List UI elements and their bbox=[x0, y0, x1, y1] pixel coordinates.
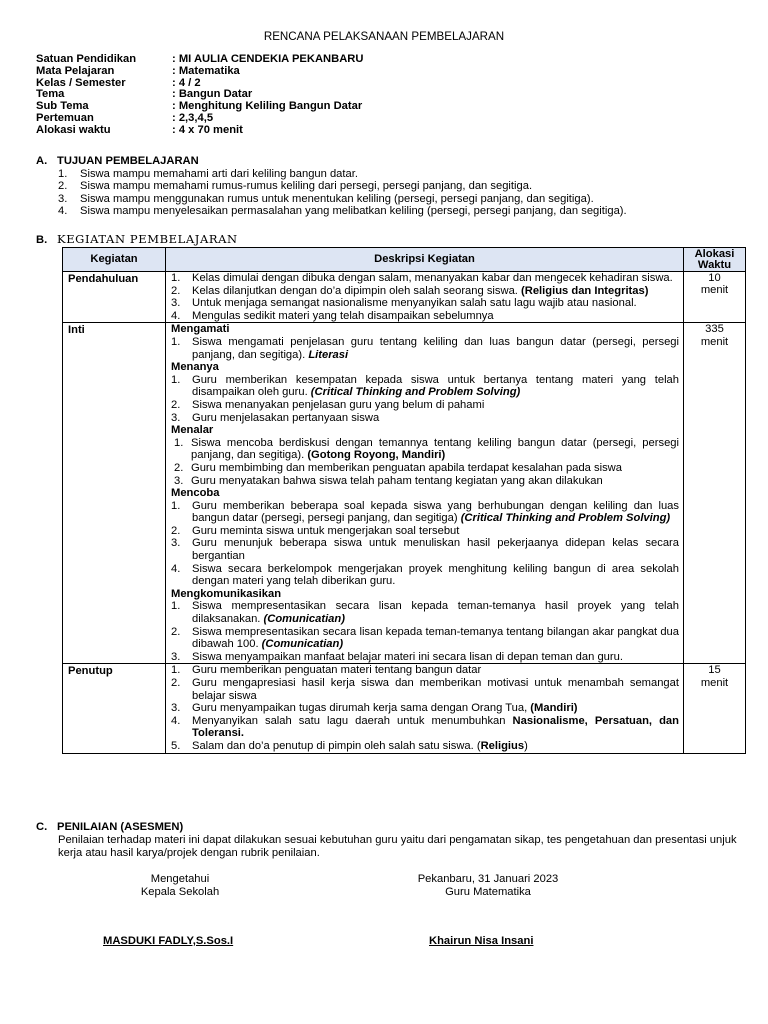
item-text: Siswa mampu memahami arti dari keliling bangun datar. bbox=[80, 168, 358, 180]
header-alokasi-line1: Alokasi bbox=[694, 247, 735, 260]
document-title: RENCANA PELAKSANAAN PEMBELAJARAN bbox=[263, 30, 505, 43]
subheading-menalar: Menalar bbox=[171, 424, 214, 437]
item-number: 1. bbox=[171, 373, 181, 386]
section-title: TUJUAN PEMBELAJARAN bbox=[57, 155, 199, 167]
time-unit: menit bbox=[700, 284, 729, 297]
signature-left-line2: Kepala Sekolah bbox=[140, 886, 220, 898]
row-description bbox=[166, 272, 684, 323]
list-item bbox=[171, 297, 679, 310]
item-plain: Guru membimbing dan memberikan penguatan apabila terdapat kesalahan pada siswa bbox=[191, 461, 622, 474]
item-text bbox=[191, 475, 679, 488]
item-plain: Siswa mempresentasikan secara lisan kepada teman-temanya tentang bilangan akar pangkat dua dibawah 100. bbox=[192, 625, 679, 651]
item-plain: Siswa mengamati penjelasan guru tentang keliling dan luas bangun datar (persegi, persegi panjang, dan segitiga). bbox=[192, 335, 679, 361]
info-label: Pertemuan bbox=[36, 111, 94, 124]
time-value: 15 bbox=[708, 664, 721, 677]
section-title: PENILAIAN (ASESMEN) bbox=[57, 821, 184, 833]
item-number: 1. bbox=[171, 335, 181, 348]
item-number: 1. bbox=[171, 272, 181, 284]
subheading-mencoba: Mencoba bbox=[171, 487, 220, 500]
item-text bbox=[192, 297, 679, 310]
info-value: : 4 x 70 menit bbox=[172, 123, 243, 136]
item-value-tag: (Comunicatian) bbox=[263, 613, 345, 626]
list-item bbox=[58, 193, 738, 205]
table-row bbox=[63, 664, 746, 753]
item-text bbox=[192, 626, 679, 651]
item-text bbox=[192, 525, 679, 538]
item-number: 3. bbox=[171, 650, 181, 663]
item-plain: Siswa menanyakan penjelasan guru yang belum di pahami bbox=[192, 398, 485, 411]
item-plain: Guru mengapresiasi hasil kerja siswa dan memberikan motivasi untuk menambah semangat belajar siswa bbox=[192, 677, 679, 702]
item-text bbox=[192, 310, 679, 323]
item-value-tag: Nasionalisme, Persatuan, dan Toleransi. bbox=[192, 714, 679, 740]
list-item bbox=[58, 168, 738, 180]
row-description bbox=[166, 323, 684, 664]
item-value-tag: (Critical Thinking and Problem Solving) bbox=[310, 386, 521, 399]
item-text bbox=[192, 412, 679, 425]
row-label-penutup: Penutup bbox=[63, 664, 166, 753]
row-description bbox=[166, 664, 684, 753]
signature-right-line2: Guru Matematika bbox=[445, 886, 531, 898]
item-plain: Guru menjelasakan pertanyaan siswa bbox=[192, 411, 380, 424]
header-deskripsi: Deskripsi Kegiatan bbox=[166, 248, 684, 272]
time-unit: menit bbox=[700, 676, 729, 689]
item-value-tag: (Gotong Royong, Mandiri) bbox=[307, 449, 446, 462]
item-number: 1. bbox=[171, 600, 181, 613]
item-value-tag: (Comunicatian) bbox=[261, 638, 344, 651]
item-text bbox=[192, 702, 679, 715]
list-item bbox=[58, 180, 738, 192]
list-item bbox=[171, 336, 679, 361]
item-plain: Guru memberikan beberapa soal kepada siswa yang berhubungan dengan keliling dan luas bangun datar (persegi, persegi panjang, dan segitiga) bbox=[192, 499, 679, 525]
time-value: 335 bbox=[705, 323, 724, 336]
item-plain: Untuk menjaga semangat nasionalisme menyanyikan salah satu lagu wajib atau nasional. bbox=[192, 297, 637, 310]
item-plain: Guru menyatakan bahwa siswa telah paham tentang kegiatan yang akan dilakukan bbox=[191, 474, 603, 487]
list-item bbox=[171, 664, 679, 677]
item-number: 1. bbox=[171, 664, 181, 677]
item-text bbox=[191, 437, 679, 462]
subheading-mengkomunikasikan: Mengkomunikasikan bbox=[171, 587, 282, 600]
list-item bbox=[171, 702, 679, 715]
info-label: Kelas / Semester bbox=[36, 76, 126, 89]
item-number: 2. bbox=[171, 398, 181, 411]
penilaian-paragraph: Penilaian terhadap materi ini dapat dilakukan sesuai kebutuhan guru yaitu dari pengamatan sikap, tes pengetahuan dan presentasi unjuk kerja atau hasil karya/projek dengan rubrik penilaian. bbox=[58, 834, 737, 859]
signature-left bbox=[110, 873, 250, 899]
header-alokasi-line2: Waktu bbox=[697, 258, 732, 271]
item-number: 4. bbox=[171, 562, 181, 575]
item-text bbox=[192, 272, 679, 285]
list-item bbox=[171, 651, 679, 664]
item-text bbox=[192, 285, 679, 298]
item-text: Siswa mampu menggunakan rumus untuk menentukan keliling (persegi, persegi panjang, dan segitiga). bbox=[80, 192, 594, 205]
item-number: 4. bbox=[58, 205, 68, 218]
table-row bbox=[63, 272, 746, 323]
item-number: 2. bbox=[171, 284, 181, 297]
item-number: 5. bbox=[171, 739, 181, 752]
item-number: 4. bbox=[171, 309, 181, 322]
info-row bbox=[36, 125, 363, 137]
item-plain: Menyanyikan salah satu lagu daerah untuk menumbuhkan bbox=[192, 714, 513, 727]
item-text: Siswa mampu memahami rumus-rumus keliling dari persegi, persegi panjang, dan segitiga. bbox=[80, 180, 533, 193]
section-title: KEGIATAN PEMBELAJARAN bbox=[57, 232, 238, 246]
list-item bbox=[171, 437, 679, 462]
item-text bbox=[192, 715, 679, 740]
item-plain: Guru memberikan penguatan materi tentang bangun datar bbox=[192, 664, 482, 677]
info-value: : 4 / 2 bbox=[172, 76, 201, 89]
info-label: Alokasi waktu bbox=[36, 123, 111, 136]
info-value: : Matematika bbox=[172, 64, 240, 77]
item-text bbox=[192, 336, 679, 361]
item-number: 3. bbox=[171, 537, 181, 550]
section-c-heading bbox=[36, 821, 183, 834]
signature-right bbox=[388, 873, 588, 899]
info-label: Satuan Pendidikan bbox=[36, 53, 137, 65]
item-text bbox=[192, 664, 679, 677]
item-number: 1. bbox=[58, 168, 68, 180]
item-number: 3. bbox=[171, 411, 181, 424]
item-plain: Mengulas sedikit materi yang telah disampaikan sebelumnya bbox=[192, 309, 494, 322]
kegiatan-table bbox=[62, 247, 746, 754]
table-header-row bbox=[63, 248, 746, 272]
item-text bbox=[191, 462, 679, 475]
info-value: : MI AULIA CENDEKIA PEKANBARU bbox=[172, 53, 364, 65]
item-text bbox=[192, 600, 679, 625]
item-plain: Siswa mencoba berdiskusi dengan temannya tentang keliling bangun datar (persegi, persegi panjang, dan segitiga). bbox=[191, 436, 679, 462]
item-number: 3. bbox=[171, 297, 181, 310]
info-label: Sub Tema bbox=[36, 100, 89, 113]
list-item bbox=[171, 310, 679, 323]
list-item bbox=[171, 525, 679, 538]
item-text bbox=[192, 399, 679, 412]
item-text bbox=[192, 374, 679, 399]
item-value-tag: (Critical Thinking and Problem Solving) bbox=[460, 512, 671, 525]
list-item bbox=[171, 399, 679, 412]
table-row bbox=[63, 323, 746, 664]
item-plain: Siswa secara berkelompok mengerjakan proyek menghitung keliling bangun di area sekolah dengan materi yang telah diberikan guru. bbox=[192, 562, 679, 588]
list-item bbox=[58, 205, 738, 217]
list-item bbox=[171, 740, 679, 753]
header-kegiatan: Kegiatan bbox=[63, 248, 166, 272]
list-item bbox=[171, 272, 679, 285]
item-number: 3. bbox=[58, 192, 68, 205]
item-text bbox=[192, 563, 679, 588]
list-item bbox=[171, 285, 679, 298]
item-number: 2. bbox=[171, 625, 181, 638]
section-b-heading bbox=[36, 233, 238, 247]
item-number: 3. bbox=[171, 702, 181, 715]
list-item bbox=[171, 626, 679, 651]
section-number: A. bbox=[36, 155, 48, 167]
time-unit: menit bbox=[700, 335, 729, 348]
item-value-tag: Religius bbox=[480, 739, 525, 752]
item-number: 2. bbox=[171, 524, 181, 537]
header-alokasi bbox=[684, 248, 746, 272]
info-value: : 2,3,4,5 bbox=[172, 111, 214, 124]
item-number: 2. bbox=[171, 677, 181, 689]
list-item bbox=[171, 600, 679, 625]
time-value: 10 bbox=[708, 272, 721, 284]
row-time bbox=[684, 323, 746, 664]
tujuan-list bbox=[58, 168, 738, 218]
item-plain: Siswa mempresentasikan secara lisan kepada teman-temanya hasil proyek yang telah dilaksanakan. bbox=[192, 600, 679, 626]
item-value-tag: (Mandiri) bbox=[530, 702, 578, 715]
info-label: Mata Pelajaran bbox=[36, 64, 115, 77]
item-number: 1. bbox=[174, 436, 184, 449]
list-item bbox=[171, 500, 679, 525]
list-item bbox=[171, 462, 679, 475]
teacher-name: Khairun Nisa Insani bbox=[429, 935, 534, 947]
subheading-menanya: Menanya bbox=[171, 361, 219, 374]
item-plain: Siswa menyampaikan manfaat belajar materi ini secara lisan di depan teman dan guru. bbox=[192, 650, 623, 663]
item-plain: Guru memberikan kesempatan kepada siswa untuk bertanya tentang materi yang telah disampaikan oleh guru. bbox=[192, 373, 679, 399]
item-plain: Guru meminta siswa untuk mengerjakan soal tersebut bbox=[192, 524, 460, 537]
list-item bbox=[171, 563, 679, 588]
subheading-mengamati: Mengamati bbox=[171, 323, 230, 336]
item-number: 4. bbox=[171, 714, 181, 727]
row-time bbox=[684, 272, 746, 323]
signature-left-line1: Mengetahui bbox=[150, 873, 210, 885]
item-text bbox=[192, 537, 679, 562]
item-plain: Guru menunjuk beberapa siswa untuk menuliskan hasil pekerjaanya didepan kelas secara bergantian bbox=[192, 537, 679, 563]
section-number: C. bbox=[36, 821, 48, 833]
identity-block bbox=[36, 54, 363, 137]
list-item bbox=[171, 677, 679, 702]
item-value-tag: (Religius dan Integritas) bbox=[521, 284, 649, 297]
item-text bbox=[192, 651, 679, 664]
item-plain-after: ) bbox=[524, 739, 528, 752]
row-label-pendahuluan: Pendahuluan bbox=[63, 272, 166, 323]
item-number: 2. bbox=[174, 461, 184, 474]
item-plain: Salam dan do’a penutup di pimpin oleh salah satu siswa. ( bbox=[192, 739, 481, 752]
item-number: 1. bbox=[171, 499, 181, 512]
section-number: B. bbox=[36, 234, 48, 246]
info-value: : Bangun Datar bbox=[172, 88, 253, 101]
item-text bbox=[192, 500, 679, 525]
item-plain: Kelas dimulai dengan dibuka dengan salam, menanyakan kabar dan mengecek kehadiran siswa. bbox=[192, 272, 673, 284]
list-item bbox=[171, 537, 679, 562]
item-number: 3. bbox=[174, 474, 184, 487]
list-item bbox=[171, 374, 679, 399]
principal-name: MASDUKI FADLY,S.Sos.I bbox=[103, 935, 234, 947]
info-value: : Menghitung Keliling Bangun Datar bbox=[172, 100, 363, 113]
row-time bbox=[684, 664, 746, 753]
item-text: Siswa mampu menyelesaikan permasalahan yang melibatkan keliling (persegi, persegi panjang, dan segitiga). bbox=[80, 205, 627, 218]
item-plain: Kelas dilanjutkan dengan do’a dipimpin oleh salah seorang siswa. bbox=[192, 284, 522, 297]
item-text bbox=[192, 740, 679, 753]
row-label-inti: Inti bbox=[63, 323, 166, 664]
item-number: 2. bbox=[58, 180, 68, 193]
section-a-heading bbox=[36, 155, 199, 168]
item-plain: Guru menyampaikan tugas dirumah kerja sama dengan Orang Tua, bbox=[192, 702, 531, 715]
item-value-tag: Literasi bbox=[308, 348, 349, 361]
list-item bbox=[171, 412, 679, 425]
list-item bbox=[171, 475, 679, 488]
item-text bbox=[192, 677, 679, 702]
info-label: Tema bbox=[36, 88, 65, 101]
signature-right-line1: Pekanbaru, 31 Januari 2023 bbox=[417, 873, 559, 885]
list-item bbox=[171, 715, 679, 740]
